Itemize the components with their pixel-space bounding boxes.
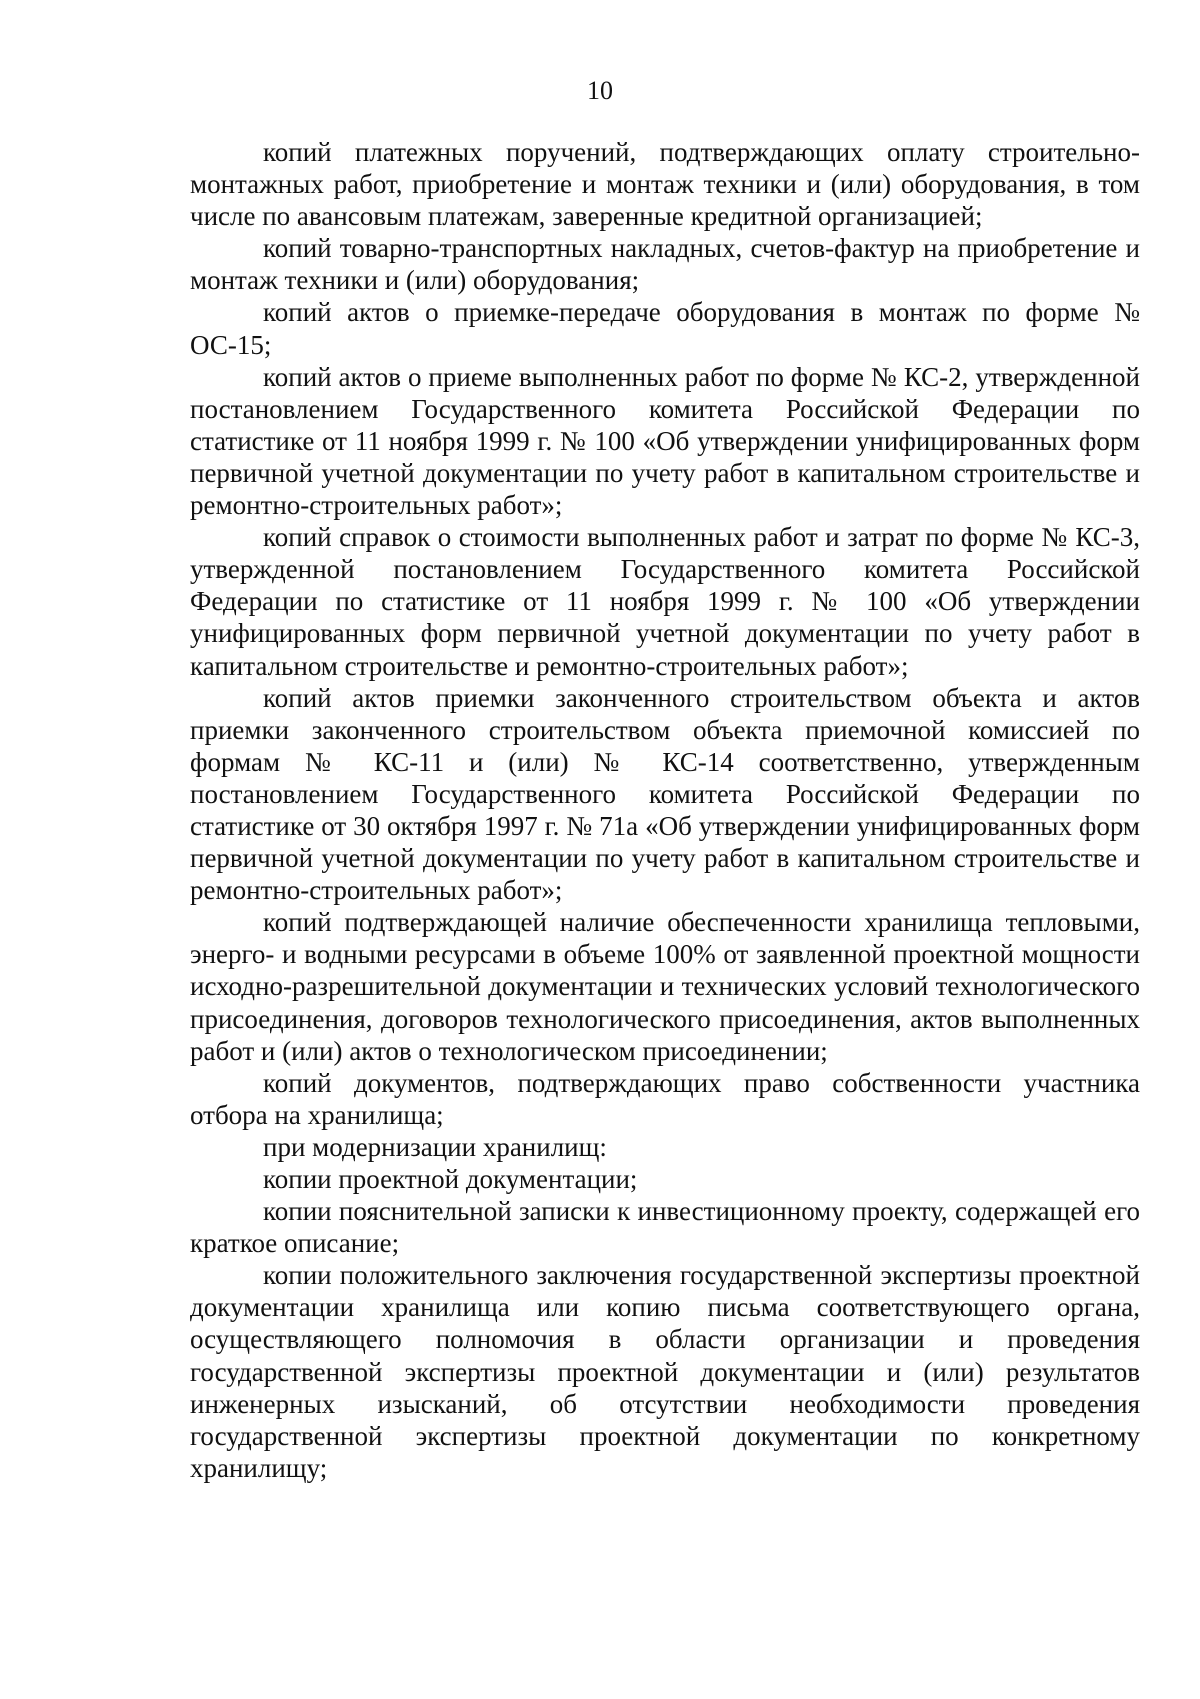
paragraph: копий актов о приемке-передаче оборудования в монтаж по форме № ОС-15; xyxy=(190,297,1140,360)
paragraph: копий подтверждающей наличие обеспеченности хранилища тепловыми, энерго- и водными ресурсами в объеме 100% от заявленной проектной мощности исходно-разрешительной документации и технических условий технологического присоединения, договоров технологического присоединения, актов выполненных работ и (или) актов о технологическом присоединении; xyxy=(190,907,1140,1066)
paragraph: копий документов, подтверждающих право собственности участника отбора на хранилища; xyxy=(190,1067,1140,1130)
paragraph: копии положительного заключения государственной экспертизы проектной документации хранилища или копию письма соответствующего органа, осуществляющего полномочия в области организации и проведения государственной экспертизы проектной документации и (или) результатов инженерных изысканий, об отсутствии необходимости проведения государственной экспертизы проектной документации по конкретному хранилищу; xyxy=(190,1260,1140,1483)
document-body xyxy=(190,136,1140,1484)
paragraph: копий платежных поручений, подтверждающих оплату строительно-монтажных работ, приобретение и монтаж техники и (или) оборудования, в том числе по авансовым платежам, заверенные кредитной организацией; xyxy=(190,137,1140,232)
paragraph: копий актов о приеме выполненных работ по форме № КС-2, утвержденной постановлением Государственного комитета Российской Федерации по статистике от 11 ноября 1999 г. № 100 «Об утверждении унифицированных форм первичной учетной документации по учету работ в капитальном строительстве и ремонтно-строительных работ»; xyxy=(190,361,1140,521)
paragraph: копий товарно-транспортных накладных, счетов-фактур на приобретение и монтаж техники и (или) оборудования; xyxy=(190,233,1140,296)
paragraph: копии пояснительной записки к инвестиционному проекту, содержащей его краткое описание; xyxy=(190,1196,1140,1259)
paragraph: при модернизации хранилищ: xyxy=(263,1131,607,1162)
paragraph: копий справок о стоимости выполненных работ и затрат по форме № КС-3, утвержденной постановлением Государственного комитета Российской Федерации по статистике от 11 ноября 1999 г. № 100 «Об утверждении унифицированных форм первичной учетной документации по учету работ в капитальном строительстве и ремонтно-строительных работ»; xyxy=(190,522,1140,681)
paragraph: копий актов приемки законченного строительством объекта и актов приемки законченного строительством объекта приемочной комиссией по формам № КС-11 и (или) № КС-14 соответственно, утвержденным постановлением Государственного комитета Российской Федерации по статистике от 30 октября 1997 г. № 71а «Об утверждении унифицированных форм первичной учетной документации по учету работ в капитальном строительстве и ремонтно-строительных работ»; xyxy=(190,682,1140,906)
page-number: 10 xyxy=(587,76,613,105)
paragraph: копии проектной документации; xyxy=(263,1164,638,1194)
